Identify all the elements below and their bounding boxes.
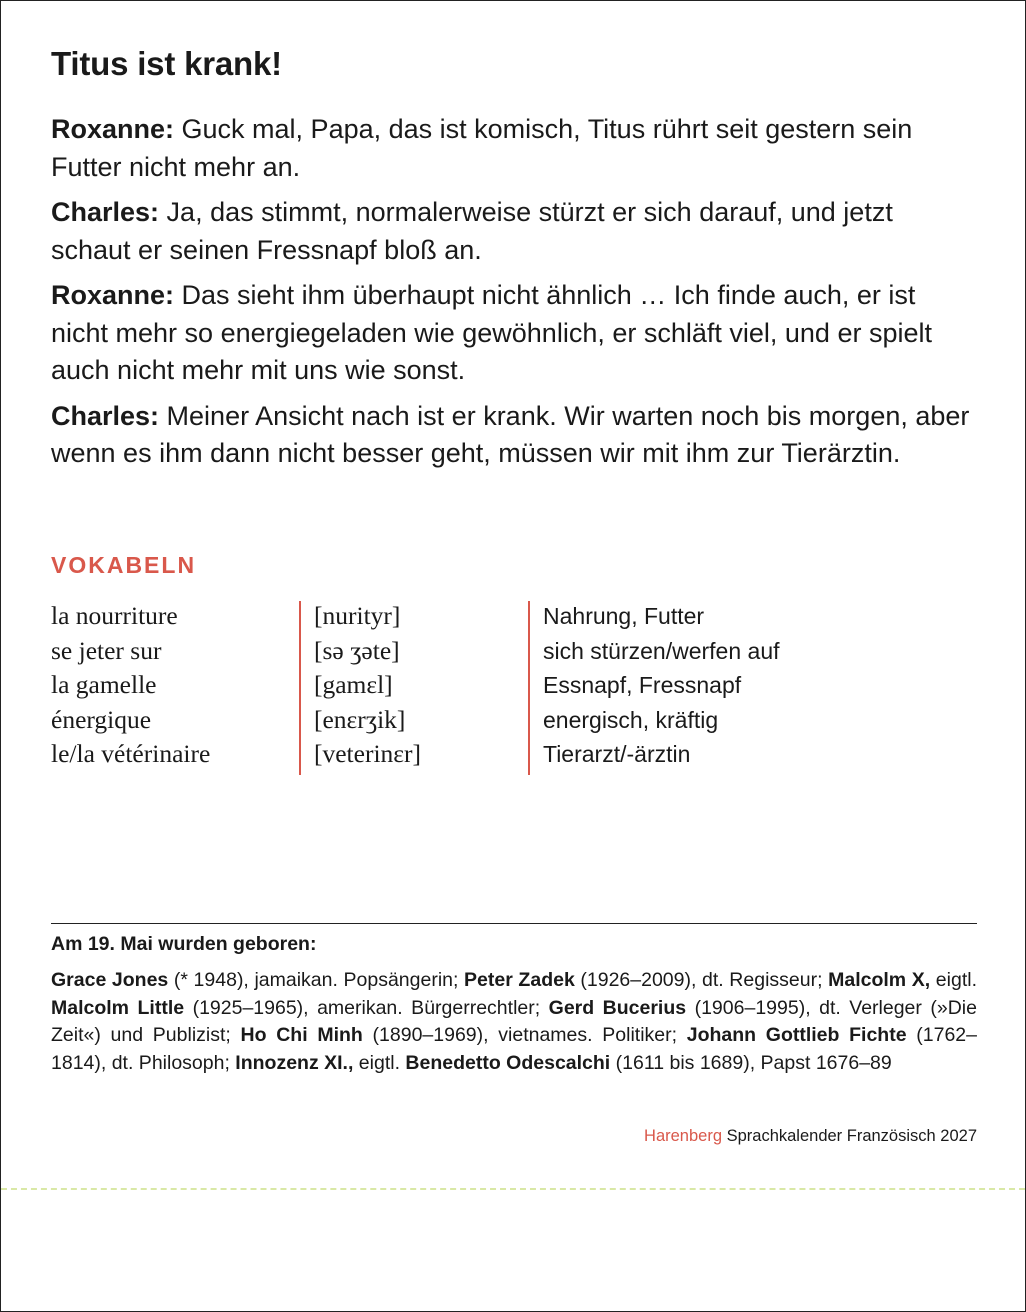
footer-credit <box>644 1127 977 1146</box>
birth-details: eigtl. <box>353 1051 406 1074</box>
birth-person-name: Gerd Bucerius <box>548 996 687 1019</box>
vocab-french-word: la nourriture <box>51 601 178 630</box>
births-heading: Am 19. Mai wurden geboren: <box>51 933 317 955</box>
vocab-french-word: le/la vétérinaire <box>51 739 211 769</box>
vocab-ipa-column <box>301 599 529 772</box>
birth-person-name: Johann Gottlieb Fichte <box>686 1024 907 1046</box>
vocab-french-column <box>51 599 291 772</box>
birth-details: (1906–1995), dt. Verleger (»Die Zeit«) und Publizist; <box>51 996 977 1046</box>
birth-person-name: Peter Zadek <box>464 969 575 991</box>
dialogue-text: Meiner Ansicht nach ist er krank. Wir warten noch bis morgen, aber wenn es ihm dann nicht besser geht, müssen wir mit ihm zur Tierärztin. <box>51 400 970 468</box>
speaker-name: Charles: <box>51 197 160 227</box>
vocab-pronunciation: [sə ʒəte] <box>314 635 400 665</box>
vocab-french-word: la gamelle <box>51 670 157 700</box>
vocab-heading: VOKABELN <box>51 552 197 578</box>
dialogue-line <box>51 277 977 390</box>
calendar-name: Sprachkalender Französisch 2027 <box>722 1127 977 1145</box>
vocab-translation: energisch, kräftig <box>543 706 719 733</box>
vocab-french-word: énergique <box>51 704 152 734</box>
birth-person-name: Malcolm X, <box>828 969 931 991</box>
perforation-line <box>1 1188 1025 1190</box>
birth-person-name: Malcolm Little <box>51 996 185 1019</box>
vocab-german-column <box>531 599 977 772</box>
vocab-column-separator <box>528 601 530 775</box>
dialogue-text: Ja, das stimmt, normalerweise stürzt er sich darauf, und jetzt schaut er seinen Fressnapf bloß an. <box>51 197 893 265</box>
vocab-translation: sich stürzen/werfen auf <box>543 637 780 664</box>
dialogue-line <box>51 398 977 473</box>
speaker-name: Charles: <box>51 400 160 431</box>
page-title: Titus ist krank! <box>51 45 282 82</box>
vocab-translation: Tierarzt/-ärztin <box>543 741 691 768</box>
vocab-pronunciation: [enɛrʒik] <box>314 704 406 734</box>
dialogue-text: Guck mal, Papa, das ist komisch, Titus rührt seit gestern sein Futter nicht mehr an. <box>51 114 913 182</box>
birth-details: (1926–2009), dt. Regisseur; <box>574 969 829 991</box>
vocab-pronunciation: [nurityr] <box>314 601 401 630</box>
vocab-table <box>51 599 977 777</box>
speaker-name: Roxanne: <box>51 280 175 310</box>
speaker-name: Roxanne: <box>51 114 175 144</box>
birth-details: (* 1948), jamaikan. Popsängerin; <box>168 969 465 991</box>
dialogue-line <box>51 194 977 269</box>
birth-details: (1762–1814), dt. Philosoph; <box>51 1024 977 1074</box>
birth-person-name: Grace Jones <box>51 969 169 991</box>
birth-details: (1925–1965), amerikan. Bürgerrechtler; <box>184 996 549 1019</box>
section-divider <box>51 923 977 924</box>
vocab-translation: Essnapf, Fressnapf <box>543 672 742 699</box>
dialogue-line <box>51 111 977 186</box>
birth-person-name: Innozenz XI., <box>235 1051 354 1074</box>
dialogue-text: Das sieht ihm überhaupt nicht ähnlich … Ich finde auch, er ist nicht mehr so energiegeladen wie gewöhnlich, er schläft viel, und er spielt auch nicht mehr mit uns wie sonst. <box>51 280 932 385</box>
vocab-pronunciation: [veterinɛr] <box>314 739 421 769</box>
publisher-brand: Harenberg <box>644 1127 723 1145</box>
vocab-french-word: se jeter sur <box>51 635 162 665</box>
dialogue <box>51 111 977 481</box>
vocab-translation: Nahrung, Futter <box>543 603 705 629</box>
birth-details: (1611 bis 1689), Papst 1676–89 <box>610 1051 892 1074</box>
births-text <box>51 967 977 1077</box>
birth-person-name: Ho Chi Minh <box>240 1024 363 1046</box>
birth-details: eigtl. <box>930 969 977 991</box>
vocab-pronunciation: [gamɛl] <box>314 670 393 700</box>
birth-details: (1890–1969), vietnames. Politiker; <box>362 1024 687 1046</box>
birth-person-name: Benedetto Odescalchi <box>405 1051 611 1074</box>
